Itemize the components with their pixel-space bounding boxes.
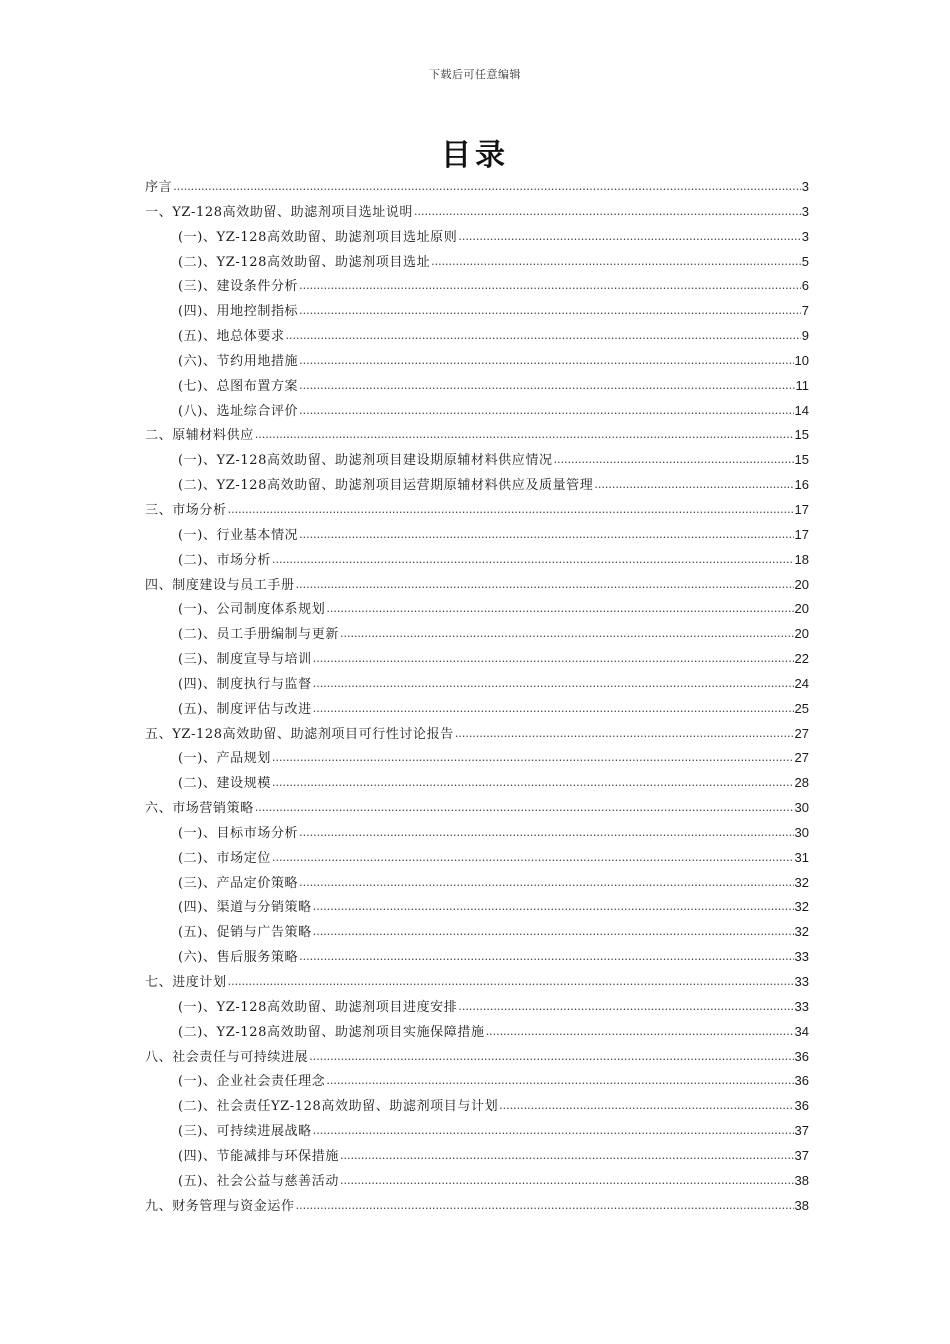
- header-note: 下载后可任意编辑: [429, 68, 521, 81]
- toc-section-entry[interactable]: [145, 448, 809, 473]
- toc-section-entry[interactable]: [145, 250, 809, 275]
- toc-dot-leader: [455, 722, 794, 747]
- toc-section-entry[interactable]: [145, 871, 809, 896]
- toc-dot-leader: [299, 374, 794, 399]
- toc-page-number: 24: [794, 675, 809, 691]
- toc-dot-leader: [299, 399, 793, 424]
- toc-entry-text: (四)、节能减排与环保措施: [178, 1148, 339, 1164]
- toc-dot-leader: [313, 697, 794, 722]
- toc-entry-text: (五)、促销与广告策略: [178, 925, 312, 941]
- toc-page-number: 7: [801, 303, 809, 319]
- toc-page-number: 18: [794, 551, 809, 567]
- toc-page-number: 16: [794, 477, 809, 493]
- toc-page-number: 38: [794, 1172, 809, 1188]
- toc-page-number: 37: [794, 1123, 809, 1139]
- table-of-contents: [145, 175, 809, 1218]
- toc-page-number: 36: [794, 1073, 809, 1089]
- toc-page-number: 36: [794, 1048, 809, 1064]
- toc-page-number: 20: [794, 576, 809, 592]
- toc-page-number: 20: [794, 601, 809, 617]
- toc-chapter-entry[interactable]: [145, 573, 809, 598]
- toc-entry-text: (一)、YZ-128高效助留、助滤剂项目进度安排: [178, 999, 458, 1015]
- toc-section-entry[interactable]: [145, 746, 809, 771]
- toc-page-number: 32: [794, 899, 809, 915]
- toc-section-entry[interactable]: [145, 324, 809, 349]
- toc-page-number: 30: [794, 824, 809, 840]
- toc-dot-leader: [296, 1194, 794, 1219]
- toc-dot-leader: [313, 672, 794, 697]
- toc-entry-text: (二)、员工手册编制与更新: [178, 627, 339, 643]
- toc-entry-text: (二)、市场定位: [178, 850, 271, 866]
- toc-entry-text: (二)、社会责任YZ-128高效助留、助滤剂项目与计划: [178, 1099, 499, 1115]
- toc-entry-text: 六、市场营销策略: [145, 801, 254, 817]
- toc-section-entry[interactable]: [145, 1069, 809, 1094]
- toc-entry-text: 九、财务管理与资金运作: [145, 1198, 295, 1214]
- toc-section-entry[interactable]: [145, 821, 809, 846]
- toc-dot-leader: [458, 225, 800, 250]
- toc-entry-text: (一)、YZ-128高效助留、助滤剂项目建设期原辅材料供应情况: [178, 453, 553, 469]
- toc-page-number: 6: [801, 278, 809, 294]
- toc-page-number: 34: [794, 1023, 809, 1039]
- toc-entry-text: (四)、制度执行与监督: [178, 676, 312, 692]
- toc-dot-leader: [313, 920, 794, 945]
- toc-dot-leader: [309, 1045, 793, 1070]
- toc-chapter-entry[interactable]: [145, 970, 809, 995]
- toc-page-number: 27: [794, 725, 809, 741]
- toc-dot-leader: [173, 175, 801, 200]
- toc-page-number: 15: [794, 452, 809, 468]
- toc-page-number: 28: [794, 775, 809, 791]
- toc-section-entry[interactable]: [145, 920, 809, 945]
- toc-dot-leader: [340, 1169, 794, 1194]
- toc-entry-text: (五)、制度评估与改进: [178, 701, 312, 717]
- toc-chapter-entry[interactable]: [145, 796, 809, 821]
- toc-dot-leader: [272, 746, 794, 771]
- toc-section-entry[interactable]: [145, 672, 809, 697]
- toc-chapter-entry[interactable]: [145, 1194, 809, 1219]
- toc-page-number: 17: [794, 501, 809, 517]
- toc-section-entry[interactable]: [145, 399, 809, 424]
- toc-section-entry[interactable]: [145, 349, 809, 374]
- toc-dot-leader: [414, 200, 801, 225]
- toc-entry-text: (一)、企业社会责任理念: [178, 1074, 326, 1090]
- toc-page-number: 9: [801, 328, 809, 344]
- toc-page-number: 32: [794, 874, 809, 890]
- toc-page-number: 5: [801, 253, 809, 269]
- toc-page-number: 37: [794, 1147, 809, 1163]
- toc-entry-text: (三)、制度宣导与培训: [178, 652, 312, 668]
- toc-section-entry[interactable]: [145, 225, 809, 250]
- toc-entry-text: 序言: [145, 180, 173, 195]
- toc-page-number: 10: [794, 352, 809, 368]
- toc-section-entry[interactable]: [145, 771, 809, 796]
- toc-dot-leader: [299, 523, 793, 548]
- toc-dot-leader: [272, 548, 794, 573]
- toc-section-entry[interactable]: [145, 597, 809, 622]
- toc-dot-leader: [296, 573, 794, 598]
- toc-page-number: 15: [794, 427, 809, 443]
- toc-entry-text: (一)、行业基本情况: [178, 527, 299, 543]
- toc-section-entry[interactable]: [145, 995, 809, 1020]
- toc-entry-text: (二)、YZ-128高效助留、助滤剂项目实施保障措施: [178, 1024, 485, 1040]
- toc-dot-leader: [326, 1069, 793, 1094]
- toc-dot-leader: [228, 498, 794, 523]
- toc-dot-leader: [340, 622, 794, 647]
- toc-entry-text: (六)、售后服务策略: [178, 950, 299, 966]
- toc-section-entry[interactable]: [145, 548, 809, 573]
- toc-entry-text: (三)、产品定价策略: [178, 875, 299, 891]
- toc-page-number: 3: [801, 203, 809, 219]
- toc-section-entry[interactable]: [145, 895, 809, 920]
- toc-dot-leader: [272, 771, 794, 796]
- toc-dot-leader: [431, 250, 801, 275]
- toc-section-entry[interactable]: [145, 1144, 809, 1169]
- toc-dot-leader: [299, 299, 801, 324]
- toc-dot-leader: [313, 647, 794, 672]
- toc-entry-text: (六)、节约用地措施: [178, 353, 299, 369]
- toc-section-entry[interactable]: [145, 1094, 809, 1119]
- toc-dot-leader: [255, 796, 794, 821]
- toc-section-entry[interactable]: [145, 1169, 809, 1194]
- toc-page-number: 3: [801, 228, 809, 244]
- toc-chapter-entry[interactable]: [145, 423, 809, 448]
- toc-page-number: 27: [794, 750, 809, 766]
- toc-section-entry[interactable]: [145, 374, 809, 399]
- toc-page-number: 31: [794, 849, 809, 865]
- toc-page-number: 3: [801, 179, 809, 194]
- toc-entry-text: (三)、可持续进展战略: [178, 1124, 312, 1140]
- toc-entry-text: 七、进度计划: [145, 975, 227, 990]
- toc-page-number: 14: [794, 402, 809, 418]
- toc-entry-text: (一)、YZ-128高效助留、助滤剂项目选址原则: [178, 229, 458, 245]
- toc-chapter-entry[interactable]: [145, 1045, 809, 1070]
- toc-section-entry[interactable]: [145, 945, 809, 970]
- toc-entry-text: (一)、公司制度体系规划: [178, 602, 326, 618]
- toc-page-number: 32: [794, 924, 809, 940]
- toc-entry-text: (四)、用地控制指标: [178, 304, 299, 320]
- toc-entry-text: 五、YZ-128高效助留、助滤剂项目可行性讨论报告: [145, 726, 454, 742]
- toc-page-number: 36: [794, 1098, 809, 1114]
- toc-dot-leader: [594, 473, 793, 498]
- toc-dot-leader: [499, 1094, 793, 1119]
- toc-entry-text: (五)、地总体要求: [178, 329, 285, 345]
- toc-entry-text: (一)、目标市场分析: [178, 825, 299, 841]
- toc-dot-leader: [299, 349, 793, 374]
- toc-page-number: 33: [794, 998, 809, 1014]
- toc-page-number: 38: [794, 1197, 809, 1213]
- toc-dot-leader: [326, 597, 793, 622]
- toc-entry-text: (三)、建设条件分析: [178, 279, 299, 295]
- toc-dot-leader: [255, 423, 794, 448]
- toc-dot-leader: [486, 1020, 794, 1045]
- toc-entry-text: (二)、YZ-128高效助留、助滤剂项目选址: [178, 254, 431, 270]
- toc-dot-leader: [458, 995, 793, 1020]
- toc-title: 目录: [441, 138, 509, 173]
- toc-entry-text: 二、原辅材料供应: [145, 428, 254, 444]
- toc-page-number: 11: [795, 377, 809, 393]
- toc-entry-text: 一、YZ-128高效助留、助滤剂项目选址说明: [145, 204, 414, 220]
- toc-entry-text: (八)、选址综合评价: [178, 403, 299, 419]
- toc-dot-leader: [228, 970, 794, 995]
- toc-chapter-entry[interactable]: [145, 175, 809, 200]
- toc-dot-leader: [272, 846, 794, 871]
- toc-dot-leader: [299, 274, 801, 299]
- toc-entry-text: (二)、市场分析: [178, 552, 271, 568]
- toc-entry-text: (七)、总图布置方案: [178, 378, 299, 394]
- toc-page-number: 17: [794, 526, 809, 542]
- toc-dot-leader: [313, 895, 794, 920]
- toc-section-entry[interactable]: [145, 274, 809, 299]
- toc-entry-text: (五)、社会公益与慈善活动: [178, 1173, 339, 1189]
- toc-section-entry[interactable]: [145, 1020, 809, 1045]
- toc-entry-text: (二)、建设规模: [178, 776, 271, 792]
- toc-chapter-entry[interactable]: [145, 722, 809, 747]
- toc-page-number: 33: [794, 974, 809, 989]
- toc-section-entry[interactable]: [145, 523, 809, 548]
- toc-section-entry[interactable]: [145, 473, 809, 498]
- toc-dot-leader: [299, 945, 793, 970]
- toc-entry-text: 四、制度建设与员工手册: [145, 577, 295, 593]
- toc-dot-leader: [340, 1144, 794, 1169]
- toc-entry-text: 三、市场分析: [145, 502, 227, 518]
- toc-dot-leader: [286, 324, 801, 349]
- toc-section-entry[interactable]: [145, 622, 809, 647]
- toc-entry-text: 八、社会责任与可持续进展: [145, 1049, 309, 1065]
- toc-entry-text: (二)、YZ-128高效助留、助滤剂项目运营期原辅材料供应及质量管理: [178, 478, 594, 494]
- toc-entry-text: (一)、产品规划: [178, 751, 271, 767]
- toc-entry-text: (四)、渠道与分销策略: [178, 900, 312, 916]
- toc-page-number: 20: [794, 626, 809, 642]
- toc-section-entry[interactable]: [145, 299, 809, 324]
- toc-page-number: 25: [794, 700, 809, 716]
- toc-page-number: 22: [794, 651, 809, 667]
- toc-section-entry[interactable]: [145, 846, 809, 871]
- toc-section-entry[interactable]: [145, 1119, 809, 1144]
- toc-section-entry[interactable]: [145, 697, 809, 722]
- toc-chapter-entry[interactable]: [145, 200, 809, 225]
- toc-chapter-entry[interactable]: [145, 498, 809, 523]
- toc-dot-leader: [299, 821, 793, 846]
- toc-dot-leader: [313, 1119, 794, 1144]
- toc-page-number: 30: [794, 800, 809, 816]
- toc-dot-leader: [299, 871, 793, 896]
- toc-section-entry[interactable]: [145, 647, 809, 672]
- toc-dot-leader: [554, 448, 794, 473]
- toc-page-number: 33: [794, 949, 809, 965]
